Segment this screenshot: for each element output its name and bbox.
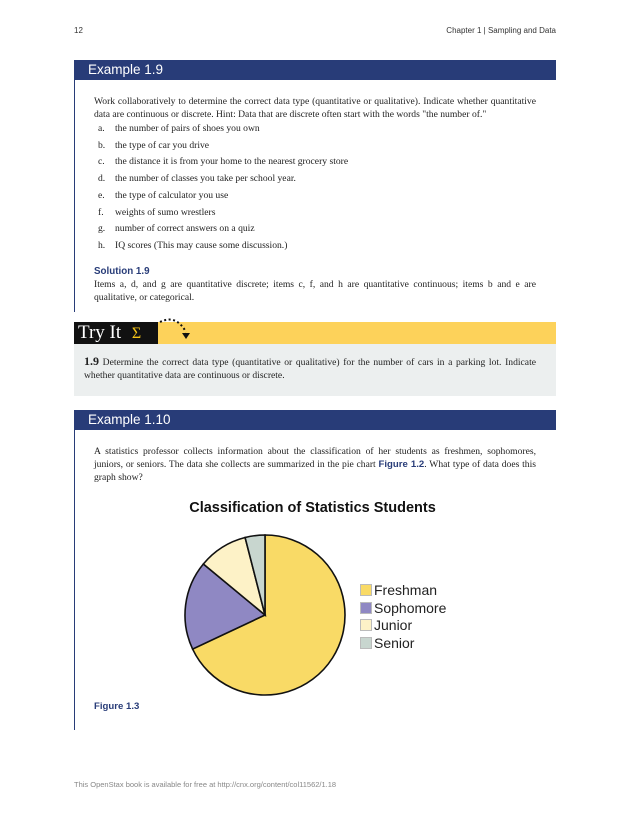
legend-swatch bbox=[360, 637, 372, 649]
example-1-10-text bbox=[94, 445, 536, 484]
list-item-text: number of correct answers on a quiz bbox=[115, 223, 255, 235]
list-item-marker: g. bbox=[98, 223, 106, 235]
list-item bbox=[98, 239, 287, 252]
list-item-marker: a. bbox=[98, 123, 105, 134]
list-item-marker: d. bbox=[98, 173, 106, 185]
legend-label: Sophomore bbox=[374, 599, 447, 616]
page-number: 12 bbox=[74, 26, 83, 35]
legend-label: Junior bbox=[374, 617, 413, 633]
list-item bbox=[98, 155, 348, 168]
legend-label: Senior bbox=[374, 634, 415, 651]
pie-chart bbox=[180, 530, 350, 700]
figure-caption: Figure 1.3 bbox=[94, 701, 140, 712]
legend-swatch bbox=[360, 584, 372, 596]
list-item-text: the type of car you drive bbox=[115, 139, 210, 151]
example-1-9-intro: Work collaboratively to determine the correct data type (quantitative or qualitative). Indicate whether quantitative data are continuous or discrete. Hint: Data that are discrete often start with the words "the number of." bbox=[94, 96, 536, 120]
try-it-question: Determine the correct data type (quantitative or qualitative) for the number of cars in a parking lot. Indicate whether quantitative data are continuous or discrete. bbox=[84, 357, 536, 381]
example-1-10-rule bbox=[74, 430, 75, 730]
sigma-icon: Σ bbox=[131, 325, 142, 342]
legend-swatch bbox=[360, 619, 372, 631]
figure-reference-link[interactable]: Figure 1.2 bbox=[378, 459, 425, 470]
list-item bbox=[98, 206, 215, 219]
try-it-label: Try It bbox=[78, 322, 122, 343]
list-item-text: the distance it is from your home to the nearest grocery store bbox=[115, 156, 349, 168]
dotted-arrow-icon bbox=[156, 316, 196, 344]
list-item-text: the number of classes you take per school year. bbox=[115, 173, 296, 185]
list-item bbox=[98, 189, 228, 202]
try-it-logo bbox=[74, 322, 158, 344]
legend-label: Freshman bbox=[374, 582, 438, 598]
example-1-10-title: Example 1.10 bbox=[88, 412, 171, 427]
chapter-header: Chapter 1 | Sampling and Data bbox=[446, 26, 556, 35]
example-1-10-band bbox=[74, 410, 556, 430]
list-item-text: the type of calculator you use bbox=[115, 189, 229, 201]
legend-item-senior bbox=[360, 635, 414, 652]
example-1-9-rule bbox=[74, 80, 75, 312]
try-it-number: 1.9 bbox=[84, 354, 99, 368]
legend-item-freshman bbox=[360, 582, 437, 599]
list-item-marker: h. bbox=[98, 239, 106, 251]
list-item-marker: f. bbox=[98, 206, 104, 218]
legend-swatch bbox=[360, 602, 372, 614]
example-1-10-text-before: A statistics professor collects information about the classification of her students as freshmen, sophomores, juniors, or seniors. The data she collects are summarized in the pie chart bbox=[94, 446, 536, 470]
example-1-9-band bbox=[74, 60, 556, 80]
example-1-10-text-after: . What type of data does this graph show? bbox=[94, 459, 536, 483]
footer-text: This OpenStax book is available for free at http://cnx.org/content/col11562/1.18 bbox=[74, 780, 337, 789]
list-item-text: IQ scores (This may cause some discussion.) bbox=[115, 239, 288, 251]
list-item-marker: e. bbox=[98, 189, 105, 201]
list-item-text: the number of pairs of shoes you own bbox=[115, 123, 260, 134]
try-it-text bbox=[84, 355, 536, 382]
list-item bbox=[98, 122, 260, 135]
list-item bbox=[98, 172, 296, 185]
chart-title: Classification of Statistics Students bbox=[189, 500, 436, 516]
list-item bbox=[98, 222, 255, 235]
solution-1-9-title: Solution 1.9 bbox=[94, 266, 150, 277]
list-item-marker: b. bbox=[98, 139, 106, 151]
legend-item-junior bbox=[360, 617, 412, 634]
list-item-text: weights of sumo wrestlers bbox=[115, 206, 216, 218]
example-1-9-title: Example 1.9 bbox=[88, 62, 164, 77]
solution-1-9-text: Items a, d, and g are quantitative discrete; items c, f, and h are quantitative continuous; items b and e are qualitative, or categorical. bbox=[94, 279, 536, 303]
list-item bbox=[98, 139, 209, 152]
legend-item-sophomore bbox=[360, 600, 446, 617]
list-item-marker: c. bbox=[98, 156, 105, 168]
